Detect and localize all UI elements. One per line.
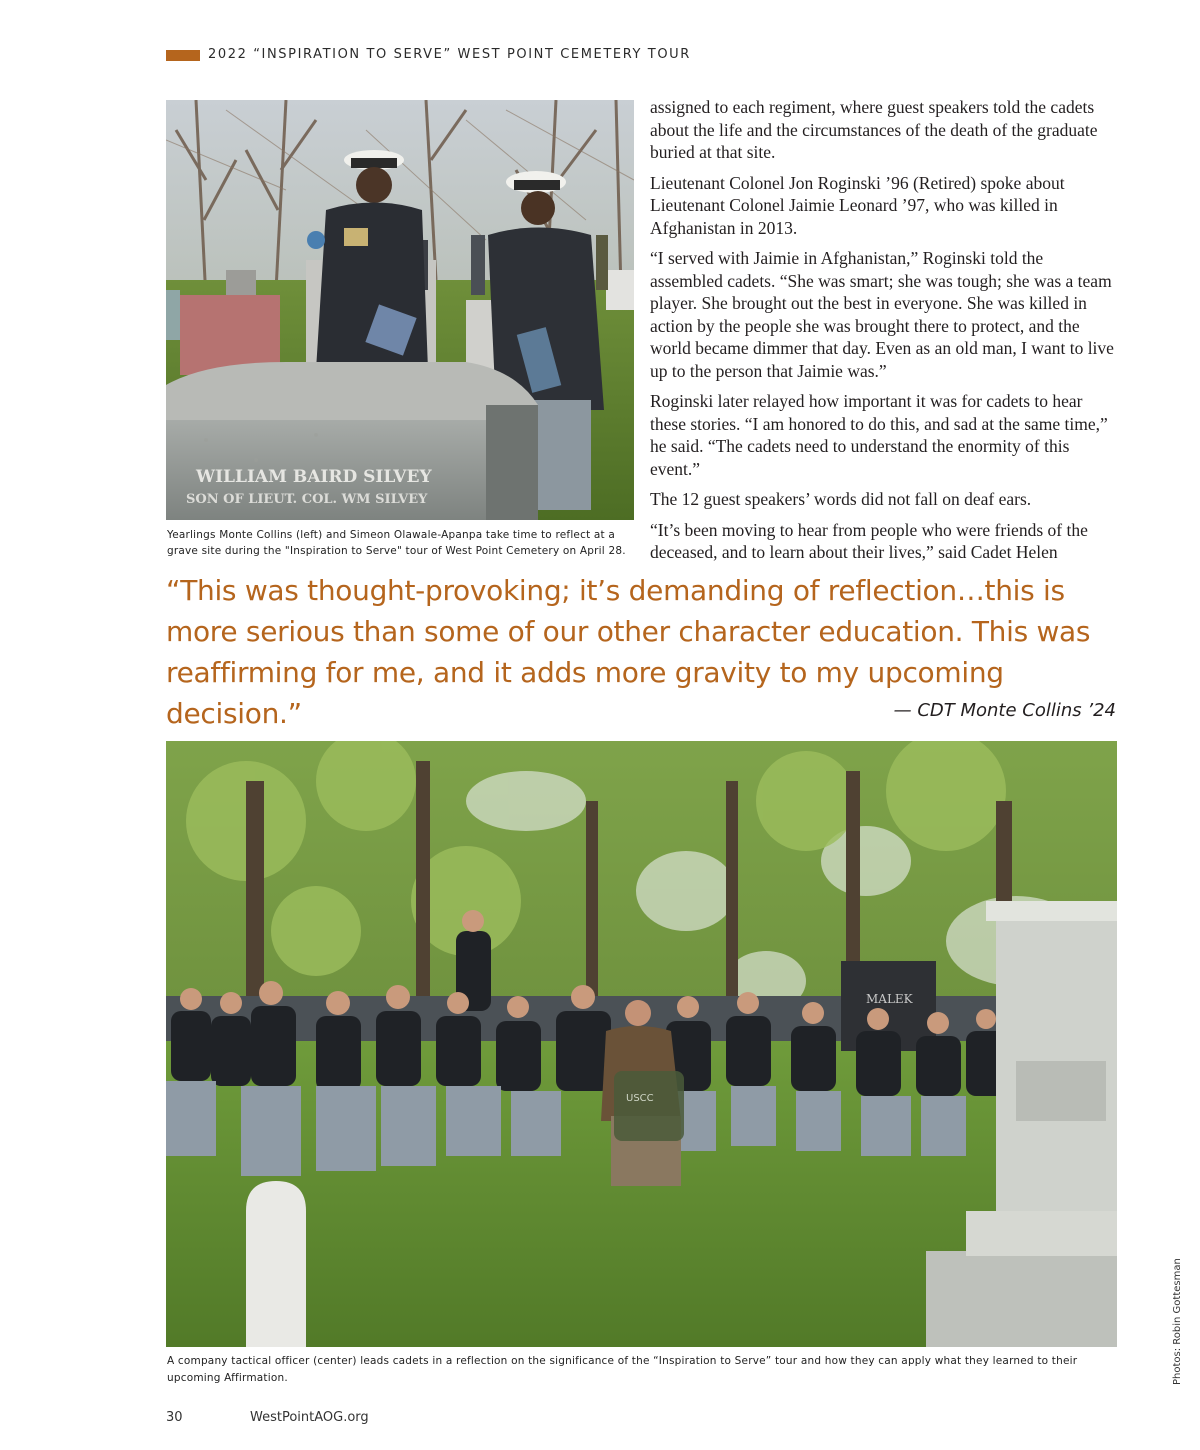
- headstone-inscription: WILLIAM BAIRD SILVEY: [196, 467, 432, 487]
- body-paragraph: The 12 guest speakers’ words did not fall on deaf ears.: [650, 489, 1032, 509]
- headstone-label: MALEK: [866, 992, 913, 1006]
- running-header: 2022 “INSPIRATION TO SERVE” WEST POINT CEMETERY TOUR: [208, 47, 691, 62]
- page-number: 30: [166, 1410, 183, 1425]
- bottom-photo-caption: A company tactical officer (center) leads cadets in a reflection on the significance of the “Inspiration to Serve” tour and how they can apply what they learned to their upcoming Affirmation.: [167, 1355, 1078, 1384]
- body-paragraph: “It’s been moving to hear from people who were friends of the deceased, and to learn about their lives,” said Cadet Helen: [650, 519, 1088, 562]
- header-accent-bar: [166, 50, 200, 61]
- body-paragraph: Roginski later relayed how important it was for cadets to hear these stories. “I am honored to do this, and sad at the same time,” he said. “The cadets need to understand the enormity of this event.”: [650, 391, 1108, 479]
- chair-label: USCC: [626, 1093, 654, 1104]
- headstone-inscription-2: SON OF LIEUT. COL. WM SILVEY: [186, 492, 428, 507]
- pull-quote-attribution: — CDT Monte Collins ’24: [893, 700, 1116, 721]
- body-paragraph: assigned to each regiment, where guest speakers told the cadets about the life and the circumstances of the death of the graduate buried at that site.: [650, 97, 1098, 162]
- footer-site-name: WestPointAOG.org: [250, 1410, 369, 1425]
- photo-cadets-at-grave: [166, 100, 634, 520]
- photo-credit: Photos: Robin Gottesman: [1172, 1258, 1183, 1385]
- body-paragraph: Lieutenant Colonel Jon Roginski ’96 (Retired) spoke about Lieutenant Colonel Jaimie Leonard ’97, who was killed in Afghanistan in 2013.: [650, 172, 1065, 238]
- top-photo-caption: Yearlings Monte Collins (left) and Simeon Olawale-Apanpa take time to reflect at a grave site during the "Inspiration to Serve" tour of West Point Cemetery on April 28.: [167, 529, 626, 557]
- article-body: [650, 96, 1118, 572]
- body-paragraph: “I served with Jaimie in Afghanistan,” Roginski told the assembled cadets. “She was smart; she was tough; she was a team player. She brought out the best in everyone. She was killed in action by the people she was brought there to protect, and the world became dimmer that day. Even as an old man, I want to live up to the person that Jaimie was.”: [650, 248, 1114, 381]
- pull-quote: “This was thought-provoking; it’s demanding of reflection…this is more serious than some of our other character education. This was reaffirming for me, and it adds more gravity to my upcoming decision.”: [166, 574, 1091, 730]
- photo-cadets-reflection: [166, 741, 1117, 1347]
